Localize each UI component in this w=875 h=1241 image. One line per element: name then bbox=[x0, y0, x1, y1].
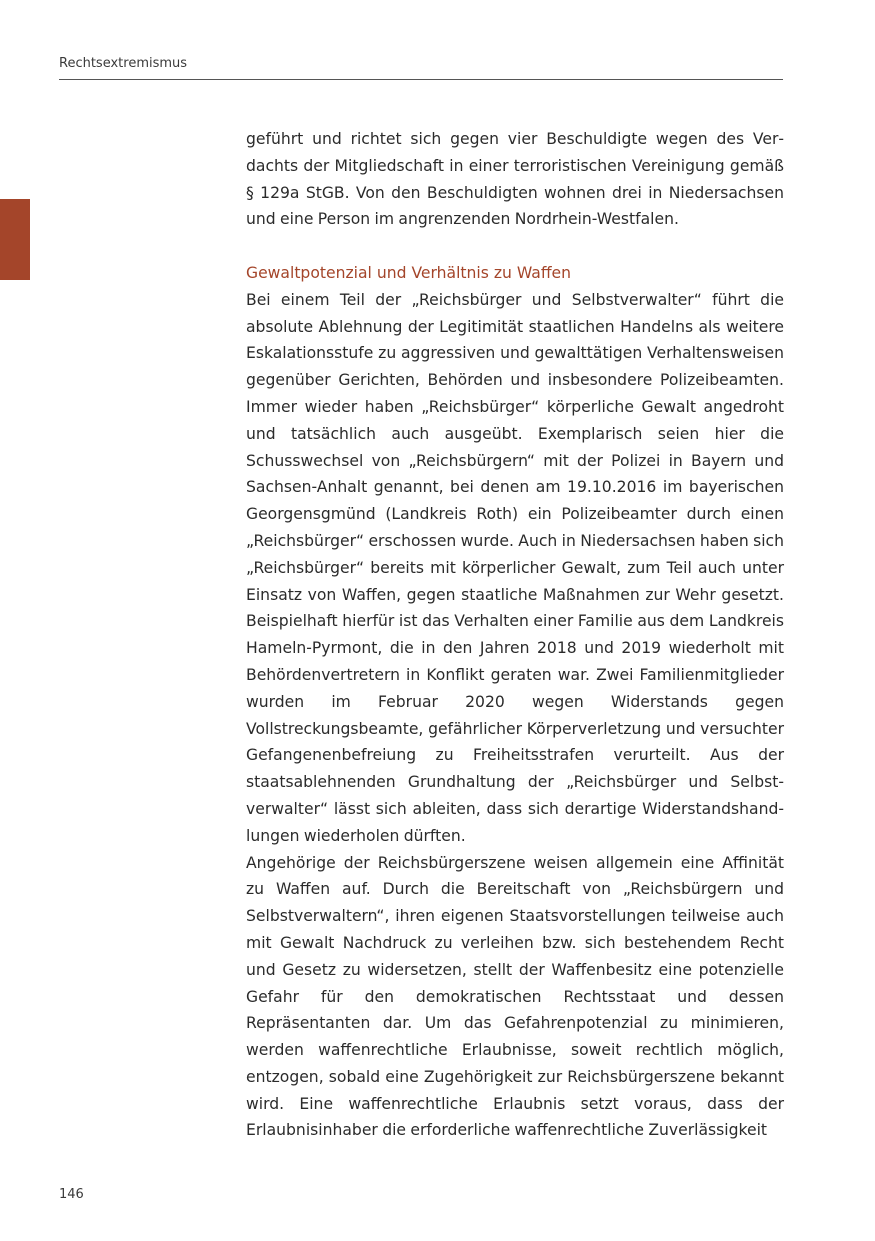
paragraph-intro: geführt und richtet sich gegen vier Beschuldigte wegen des Verdachts der Mitgliedschaft in einer terroristischen Vereinigung gemäß § 129a StGB. Von den Beschuldigten wohnen drei in Niedersachsen und eine Person im angrenzenden Nordrhein-Westfalen. bbox=[246, 130, 784, 229]
body-column bbox=[246, 126, 784, 1144]
paragraph-weapons: Angehörige der Reichsbürgerszene weisen allgemein eine Affinität zu Waffen auf. Durch die Bereitschaft von „Reichsbürgern und Selbstverwaltern“, ihren eigenen Staatsvorstellungen teilweise auch mit Gewalt Nachdruck zu verleihen bzw. sich bestehendem Recht und Gesetz zu widersetzen, stellt der Waffenbesitz eine potenzielle Gefahr für den demokratischen Rechtsstaat und dessen Repräsentanten dar. Um das Gefahrenpotenzial zu minimieren, werden waffenrechtliche Erlaubnisse, soweit rechtlich möglich, entzogen, sobald eine Zugehörigkeit zur Reichsbürgerszene bekannt wird. Eine waffenrechtliche Erlaubnis setzt voraus, dass der Erlaubnisinhaber die erforderliche waffenrechtliche Zuverlässigkeit bbox=[246, 853, 784, 1140]
section-heading: Gewaltpotenzial und Verhältnis zu Waffen bbox=[246, 263, 572, 282]
paragraph-violence: Bei einem Teil der „Reichsbürger und Selbstverwalter“ führt die absolute Ablehnung der Legitimität staatlichen Handelns als weitere Eskalationsstufe zu aggressiven und gewalttätigen Verhaltensweisen gegenüber Gerichten, Behörden und insbesondere Polizeibeamten. Immer wieder haben „Reichsbürger“ körperliche Gewalt angedroht und tatsächlich auch ausgeübt. Exemplarisch seien hier die Schusswechsel von „Reichsbürgern“ mit der Polizei in Bayern und Sachsen-Anhalt genannt, bei denen am 19.10.2016 im bayerischen Georgensgmünd (Landkreis Roth) ein Polizeibeamter durch einen „Reichsbürger“ erschossen wurde. Auch in Niedersachsen haben sich „Reichsbürger“ bereits mit körperlicher Gewalt, zum Teil auch unter Einsatz von Waffen, gegen staatliche Maßnahmen zur Wehr gesetzt. Beispielhaft hierfür ist das Verhalten einer Familie aus dem Landkreis Hameln-Pyrmont, die in den Jahren 2018 und 2019 wiederholt mit Behördenvertretern in Konflikt geraten war. Zwei Familienmitglieder wurden im Februar 2020 wegen Widerstands gegen Vollstreckungsbeamte, gefährlicher Körperverletzung und versuchter Gefangenenbefreiung zu Freiheitsstrafen verurteilt. Aus der staatsablehnenden Grundhaltung der „Reichsbürger und Selbstverwalter“ lässt sich ableiten, dass sich derartige Widerstandshandlungen wiederholen dürften. bbox=[246, 290, 784, 845]
page-number: 146 bbox=[59, 1187, 84, 1202]
chapter-side-tab bbox=[0, 199, 30, 280]
header-divider bbox=[59, 79, 783, 80]
running-head-title: Rechtsextremismus bbox=[59, 56, 188, 71]
